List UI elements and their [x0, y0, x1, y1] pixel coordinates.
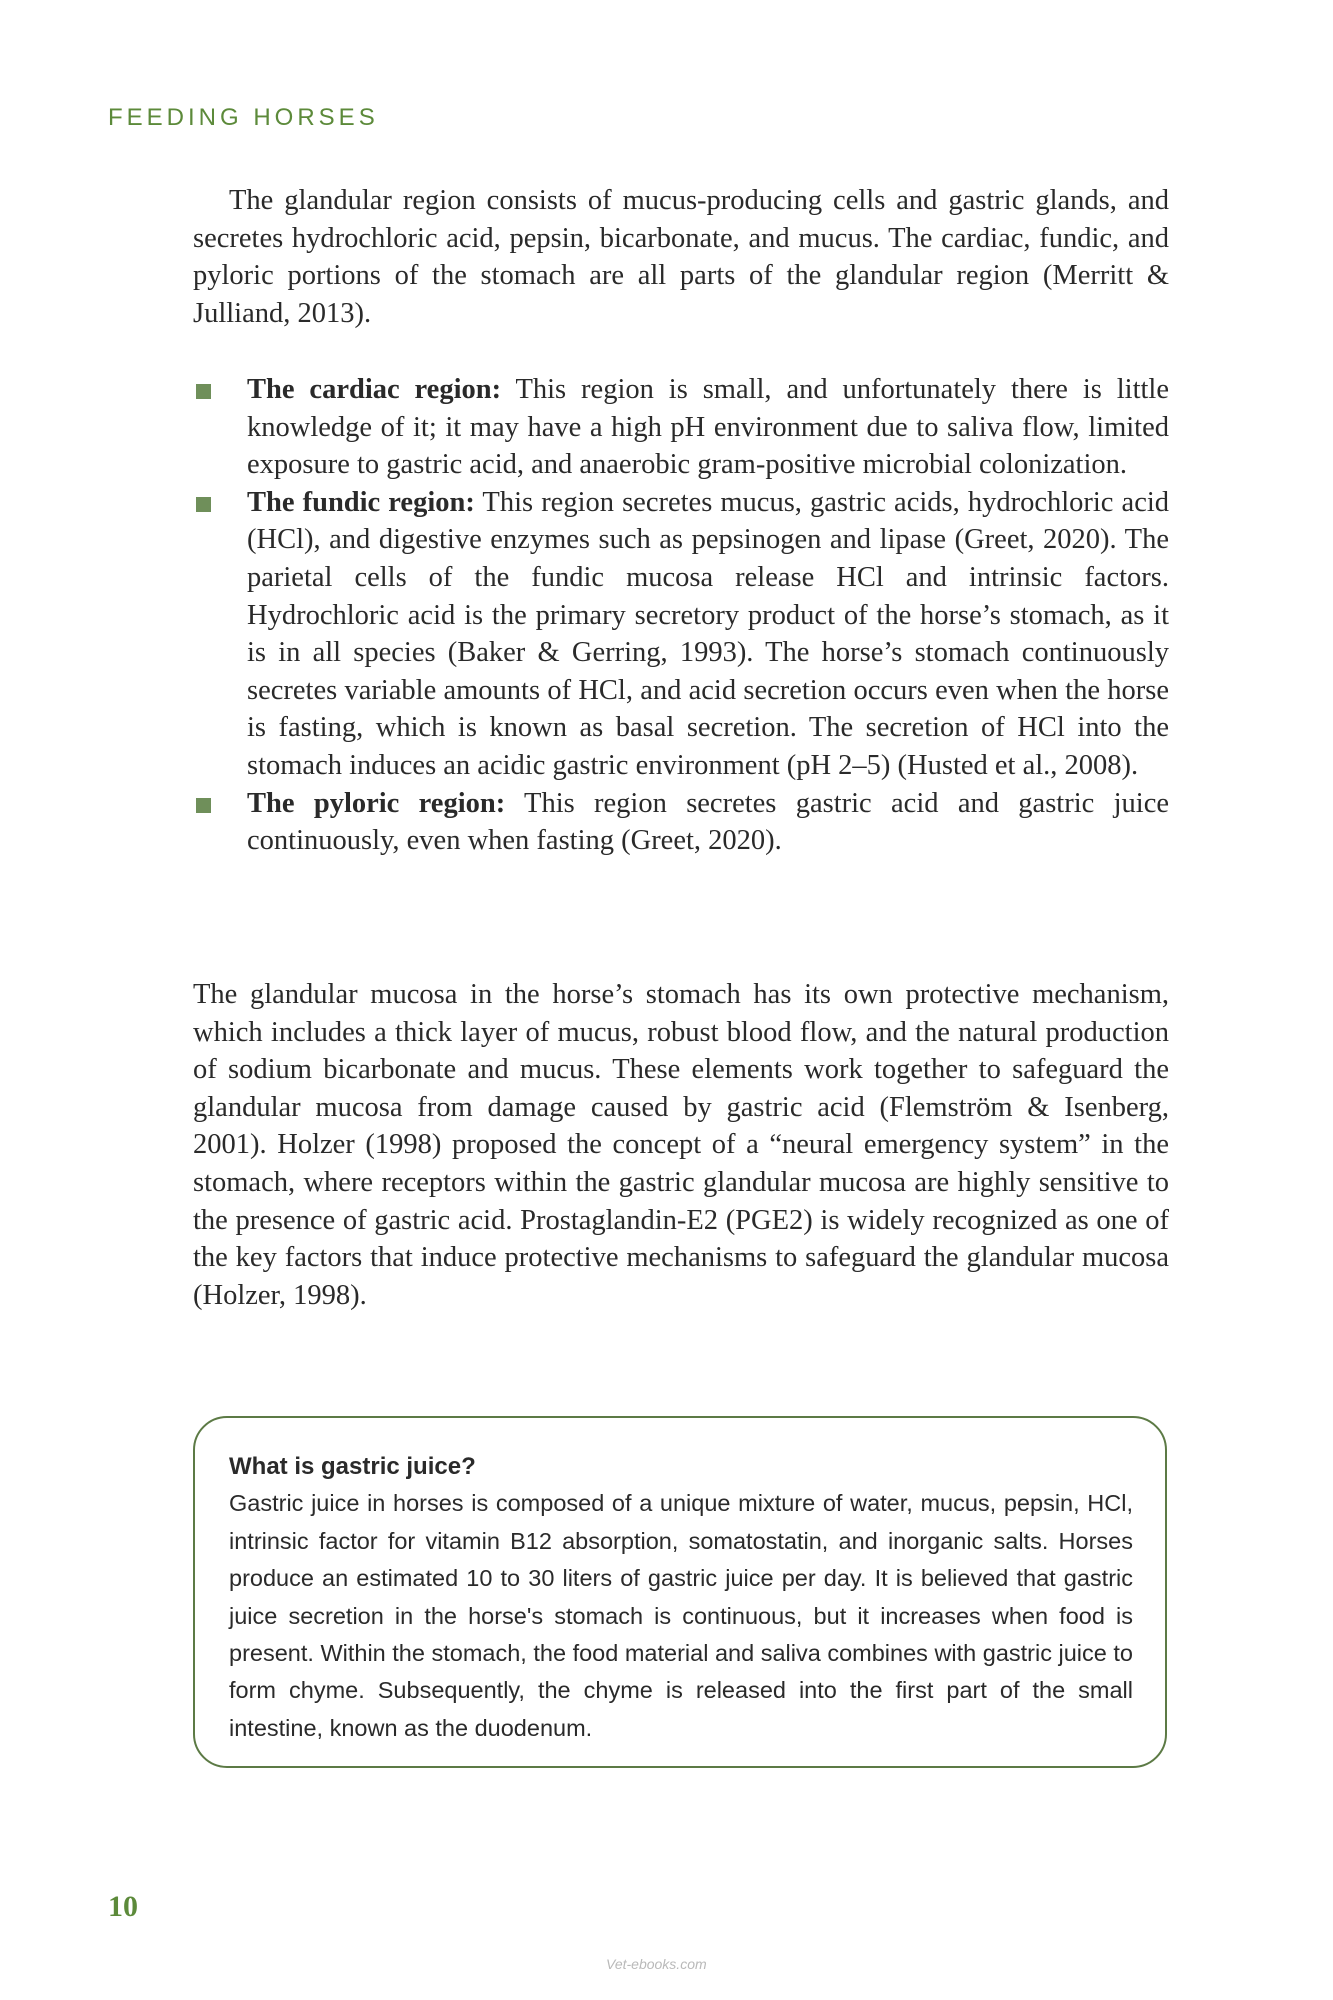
- intro-paragraph: The glandular region consists of mucus-producing cells and gastric glands, and secretes hydrochloric acid, pepsin, bicarbonate, and mucus. The cardiac, fundic, and pyloric portions of the stomach are all parts of the glandular region (Merritt & Julliand, 2013).: [193, 185, 1169, 329]
- callout-text: Gastric juice in horses is composed of a unique mixture of water, mucus, pepsin, HCl, intrinsic factor for vitamin B12 absorption, somatostatin, and inorganic salts. Horses produce an estimated 10 to 30 liters of gastric juice per day. It is believed that gastric juice secretion in the horse's stomach is continuous, but it increases when food is present. Within the stomach, the food material and saliva combines with gastric juice to form chyme. Subsequently, the chyme is released into the first part of the small intestine, known as the duodenum.: [229, 1490, 1133, 1741]
- callout-title: What is gastric juice?: [229, 1453, 476, 1480]
- main-paragraph: The glandular mucosa in the horse’s stomach has its own protective mechanism, which includes a thick layer of mucus, robust blood flow, and the natural production of sodium bicarbonate and mucus. These elements work together to safeguard the glandular mucosa from damage caused by gastric acid (Flemström & Isenberg, 2001). Holzer (1998) proposed the concept of a “neural emergency system” in the stomach, where receptors within the gastric glandular mucosa are highly sensitive to the presence of gastric acid. Prostaglandin-E2 (PGE2) is widely recognized as one of the key factors that induce protective mechanisms to safeguard the glandular mucosa (Holzer, 1998).: [193, 979, 1169, 1311]
- list-item-text: This region is small, and unfortunately there is little knowledge of it; it may have a high pH environment due to saliva flow, limited exposure to gastric acid, and anaerobic gram-positive microbial colonization.: [247, 374, 1169, 481]
- page-number: 10: [108, 1890, 138, 1923]
- square-bullet-icon: [196, 384, 211, 399]
- intro-section: [193, 182, 1169, 332]
- list-item-term: The pyloric region:: [247, 787, 506, 819]
- list-item-term: The fundic region:: [247, 486, 475, 518]
- list-item-text: This region secretes gastric acid and gastric juice continuously, even when fasting (Greet, 2020).: [247, 787, 1169, 857]
- running-head: FEEDING HORSES: [108, 104, 379, 131]
- list-item: [193, 371, 1169, 484]
- list-item-term: The cardiac region:: [247, 374, 502, 405]
- list-item: [193, 484, 1169, 785]
- region-list: [193, 371, 1169, 860]
- callout-body: [229, 1448, 1133, 1747]
- list-item: [193, 785, 1169, 860]
- gastric-juice-callout: [193, 1416, 1167, 1768]
- watermark-logo: Vet-ebooks.com: [606, 1956, 707, 1972]
- square-bullet-icon: [196, 497, 211, 512]
- square-bullet-icon: [196, 798, 211, 813]
- list-item-text: This region secretes mucus, gastric acids, hydrochloric acid (HCl), and digestive enzymes such as pepsinogen and lipase (Greet, 2020). The parietal cells of the fundic mucosa release HCl and intrinsic factors. Hydrochloric acid is the primary secretory product of the horse’s stomach, as it is in all species (Baker & Gerring, 1993). The horse’s stomach continuously secretes variable amounts of HCl, and acid secretion occurs even when the horse is fasting, which is known as basal secretion. The secretion of HCl into the stomach induces an acidic gastric environment (pH 2–5) (Husted et al., 2008).: [247, 486, 1170, 781]
